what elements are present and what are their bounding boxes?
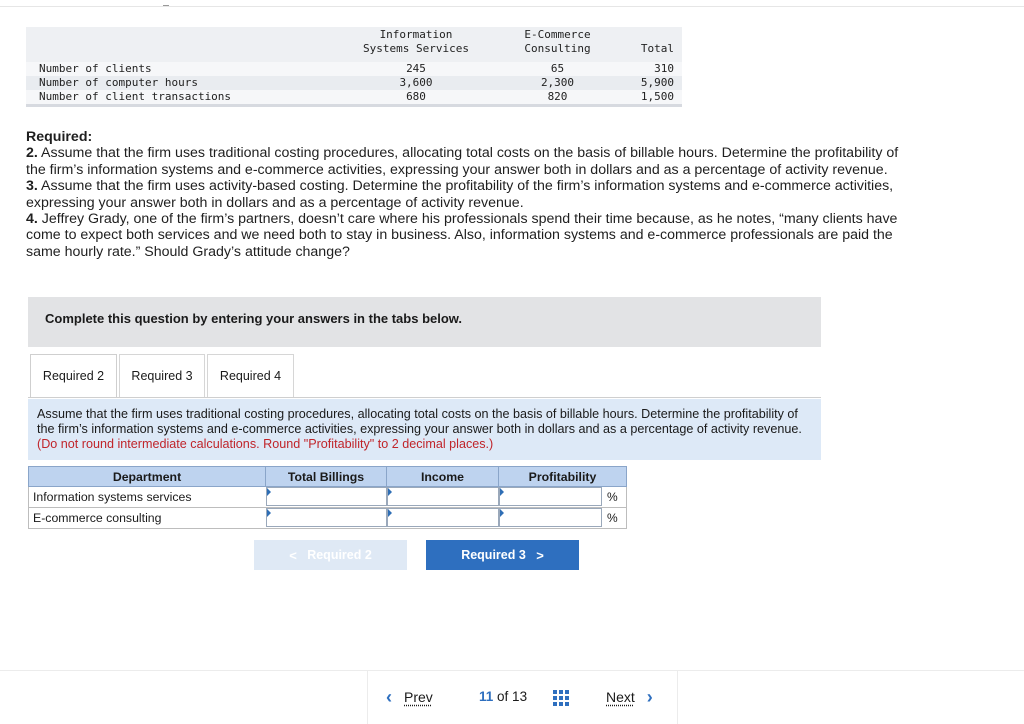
chevron-left-icon: ‹ — [386, 687, 392, 707]
page-total: of 13 — [497, 689, 528, 704]
row-info-value: 680 — [406, 90, 426, 103]
prev-required-button[interactable] — [254, 540, 407, 570]
row-department-label: E-commerce consulting — [33, 511, 162, 525]
question-box — [28, 399, 821, 460]
given-data-table — [26, 27, 682, 107]
required-item-4: 4. Jeffrey Grady, one of the firm’s partners, doesn’t care where his professionals spend their time because, as he notes, “many clients have come to expect both services and we need both to stay in business. Also, information systems and e-commerce professionals are paid the same hourly rate.” Should Grady’s attitude change? — [26, 211, 898, 260]
income-input-ecom[interactable] — [387, 508, 499, 527]
tab-required-2[interactable]: Required 2 — [30, 354, 117, 397]
billings-input-info[interactable] — [266, 487, 387, 506]
input-flag-icon — [500, 488, 504, 496]
profitability-input-ecom[interactable] — [499, 508, 602, 527]
header-info-line1: Information — [379, 28, 453, 41]
top-divider — [0, 6, 1024, 7]
row-total-value: 1,500 — [640, 90, 674, 103]
required-heading: Required: — [26, 129, 93, 145]
billings-input-ecom[interactable] — [266, 508, 387, 527]
footer-prev-link[interactable] — [386, 688, 433, 706]
required-item-2: 2. Assume that the firm uses traditional costing procedures, allocating total costs on the basis of billable hours. Determine the profitability of the firm’s information systems and e-commerce activities, expressing your answer both in dollars and as a percentage of activity revenue. — [26, 145, 899, 178]
tab-required-3[interactable]: Required 3 — [119, 354, 205, 397]
current-page: 11 — [479, 689, 494, 704]
row-info-value: 3,600 — [399, 76, 433, 89]
income-input-info[interactable] — [387, 487, 499, 506]
percent-unit: % — [607, 490, 618, 504]
footer-pagination — [367, 671, 678, 724]
footer-next-label: Next — [606, 689, 635, 705]
header-info-line2: Systems Services — [363, 42, 469, 55]
header-total: Total — [640, 42, 674, 55]
grid-icon[interactable] — [552, 689, 569, 706]
row-ecom-value: 2,300 — [540, 76, 575, 89]
row-label: Number of computer hours — [39, 76, 198, 89]
page-indicator — [479, 689, 527, 704]
table-row — [28, 487, 627, 508]
question-note: (Do not round intermediate calculations. Round "Profitability" to 2 decimal places.) — [37, 437, 494, 451]
header-department: Department — [28, 466, 266, 487]
next-required-button[interactable] — [426, 540, 579, 570]
chevron-right-icon: > — [536, 547, 544, 563]
required-section — [26, 129, 906, 260]
percent-unit: % — [607, 511, 618, 525]
header-ecom-line1: E-Commerce — [524, 28, 591, 41]
row-total-value: 310 — [654, 62, 674, 75]
input-flag-icon — [267, 488, 271, 496]
input-flag-icon — [388, 509, 392, 517]
top-mark — [163, 0, 169, 6]
footer-next-link[interactable] — [606, 688, 653, 706]
input-flag-icon — [388, 488, 392, 496]
table-row — [28, 508, 627, 529]
row-label: Number of client transactions — [39, 90, 232, 103]
row-department-label: Information systems services — [33, 490, 192, 504]
row-ecom-value: 65 — [550, 62, 565, 75]
header-total-billings: Total Billings — [265, 466, 387, 487]
tab-divider — [28, 397, 821, 398]
input-flag-icon — [500, 509, 504, 517]
required-item-3: 3. Assume that the firm uses activity-based costing. Determine the profitability of the firm’s information systems and e-commerce activities, expressing your answer both in dollars and as a percentage of activity revenue. — [26, 178, 894, 211]
chevron-left-icon: < — [289, 547, 297, 563]
row-total-value: 5,900 — [640, 76, 674, 89]
tab-required-4[interactable]: Required 4 — [207, 354, 294, 397]
row-ecom-value: 820 — [547, 90, 568, 103]
footer-prev-label: Prev — [404, 689, 433, 705]
row-info-value: 245 — [406, 62, 426, 75]
next-required-label: Required 3 — [461, 548, 526, 562]
row-label: Number of clients — [39, 62, 152, 75]
chevron-right-icon: › — [646, 687, 653, 707]
input-flag-icon — [267, 509, 271, 517]
header-ecom-line2: Consulting — [524, 42, 591, 55]
header-profitability: Profitability — [498, 466, 627, 487]
instruction-banner — [28, 297, 821, 347]
question-text: Assume that the firm uses traditional costing procedures, allocating total costs on the basis of billable hours. Determine the profitability of the firm’s information systems and e-commerce activities, expressing your answer both in dollars and as a percentage of activity revenue. — [37, 407, 802, 436]
prev-required-label: Required 2 — [307, 548, 372, 562]
instruction-text: Complete this question by entering your answers in the tabs below. — [45, 311, 463, 326]
header-income: Income — [386, 466, 499, 487]
profitability-input-info[interactable] — [499, 487, 602, 506]
